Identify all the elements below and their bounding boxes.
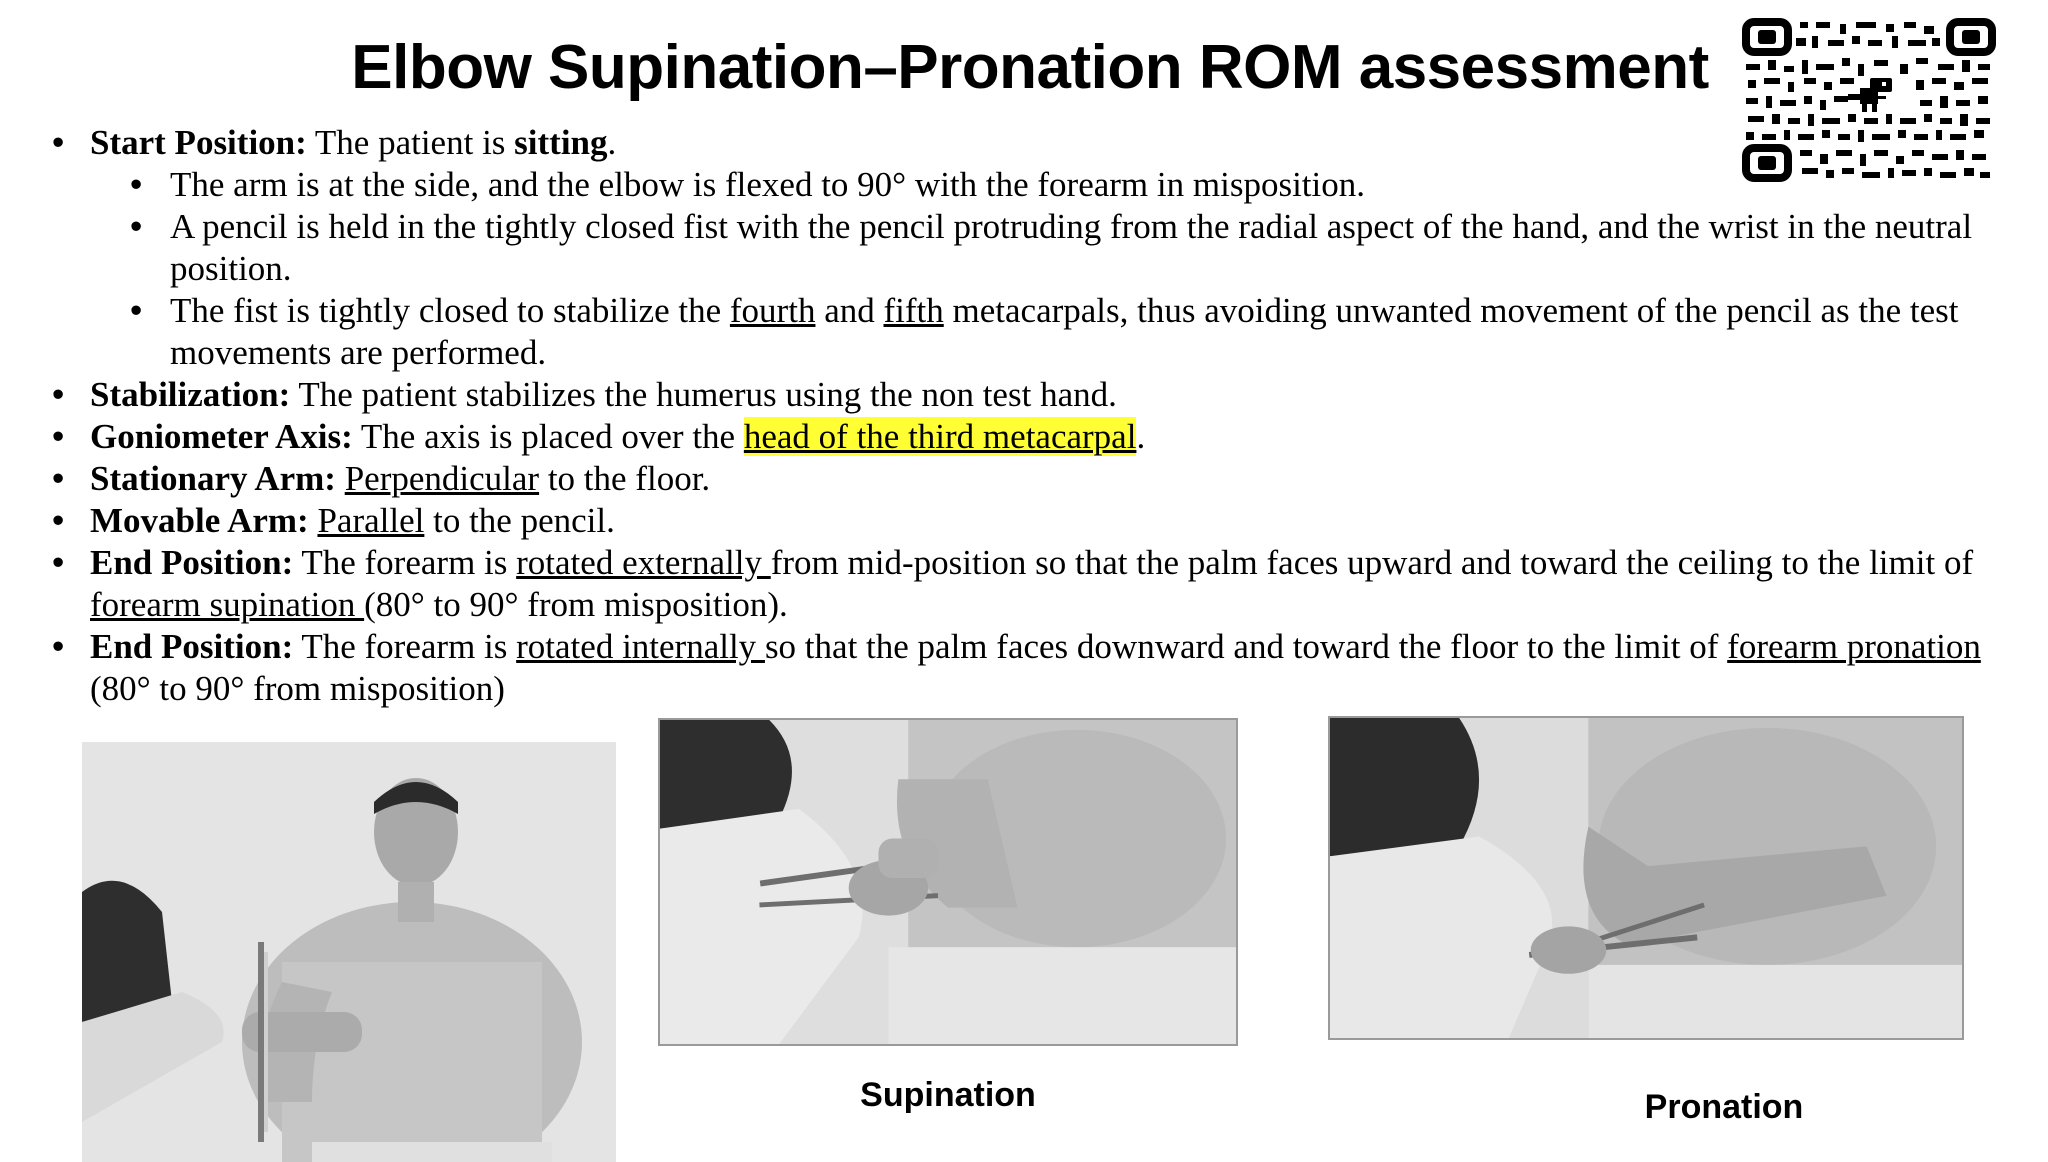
bullet-end-position-pronation: • End Position: The forearm is rotated internally so that the palm faces downward and toward the floor to the limit of forearm pronation (80° to 90° from misposition) (52, 626, 2040, 710)
bullet-label: Start Position: (90, 123, 307, 162)
bullet-stabilization: • Stabilization: The patient stabilizes the humerus using the non test hand. (52, 374, 2040, 416)
caption-supination: Supination (860, 1076, 1036, 1114)
sub-bullet-pencil-grip: • A pencil is held in the tightly closed fist with the pencil protruding from the radial aspect of the hand, and the wrist in the neutral position. (130, 206, 2040, 290)
bullet-movable-arm: • Movable Arm: Parallel to the pencil. (52, 500, 2040, 542)
bullet-stationary-arm: • Stationary Arm: Perpendicular to the floor. (52, 458, 2040, 500)
bullet-end-position-supination: • End Position: The forearm is rotated externally from mid-position so that the palm faces upward and toward the ceiling to the limit of forearm supination (80° to 90° from misposition). (52, 542, 2040, 626)
bullet-goniometer-axis: • Goniometer Axis: The axis is placed over the head of the third metacarpal. (52, 416, 2040, 458)
sub-bullet-fist-closed: • The fist is tightly closed to stabilize the fourth and fifth metacarpals, thus avoiding unwanted movement of the pencil as the test movements are performed. (130, 290, 2040, 374)
photo-pronation (1328, 716, 1964, 1040)
caption-pronation: Pronation (1644, 1088, 1804, 1126)
slide-title: Elbow Supination–Pronation ROM assessment (351, 33, 1709, 102)
bullet-list (52, 122, 2040, 710)
bullet-start-position: • Start Position: The patient is sitting. • The arm is at the side, and the elbow is flexed to 90° with the forearm in misposition. • A pencil is held in the tightly closed fist with the pencil protruding from the radial aspect of the hand, and the wrist in the neutral position. • The fist is tightly closed to stabilize the fourth and fifth metacarpals, thus avoiding unwanted movement of the pencil as the test movements are performed. (52, 122, 2040, 374)
highlighted-text: head of the third metacarpal (743, 417, 1137, 456)
sub-bullet-arm-position: • The arm is at the side, and the elbow is flexed to 90° with the forearm in misposition. (130, 164, 2040, 206)
photo-supination (658, 718, 1238, 1046)
photo-start-position (82, 742, 616, 1162)
